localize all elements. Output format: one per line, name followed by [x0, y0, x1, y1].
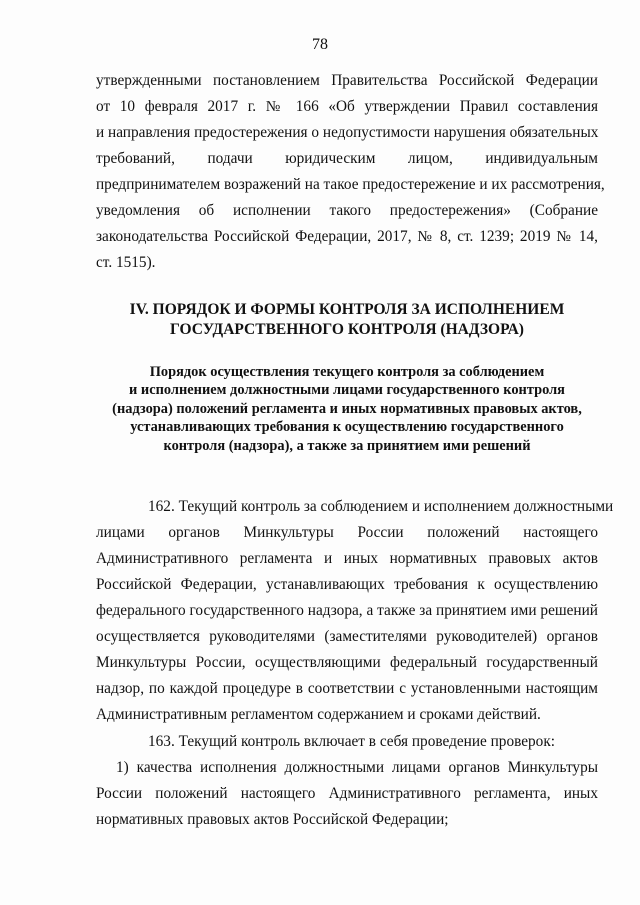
- paragraph-line: ст. 1515).: [96, 254, 156, 271]
- subsection-heading-line: (надзора) положений регламента и иных нормативных правовых актов,: [112, 400, 582, 417]
- paragraph-line: утвержденными постановлением Правительства Российской Федерации: [96, 72, 598, 89]
- paragraph-line: 163. Текущий контроль включает в себя проведение проверок:: [148, 733, 556, 750]
- paragraph-line: нормативных правовых актов Российской Федерации;: [96, 811, 449, 828]
- paragraph-163: [96, 729, 598, 755]
- paragraph-line: от 10 февраля 2017 г. № 166 «Об утверждении Правил составления: [96, 98, 598, 115]
- paragraph-line: Минкультуры России, осуществляющими федеральный государственный: [96, 654, 598, 671]
- paragraph-line: предпринимателем возражений на такое предостережение и их рассмотрения,: [96, 176, 605, 193]
- paragraph-line: лицами органов Минкультуры России положений настоящего: [96, 524, 598, 541]
- section-heading: [96, 300, 598, 340]
- paragraph-line: законодательства Российской Федерации, 2017, № 8, ст. 1239; 2019 № 14,: [96, 228, 598, 245]
- paragraph-line: и направления предостережения о недопустимости нарушения обязательных: [96, 124, 599, 141]
- paragraph-line: надзор, по каждой процедуре в соответствии с установленными настоящим: [96, 680, 598, 697]
- intro-paragraph: [96, 68, 605, 276]
- paragraph-line: Административного регламента и иных нормативных правовых актов: [96, 550, 598, 567]
- paragraph-162: [96, 494, 614, 728]
- subsection-heading-line: устанавливающих требования к осуществлению государственного: [130, 419, 564, 436]
- subsection-heading-line: и исполнением должностными лицами государственного контроля: [129, 382, 565, 399]
- section-heading-line: ГОСУДАРСТВЕННОГО КОНТРОЛЯ (НАДЗОРА): [170, 321, 524, 338]
- list-item-1: [96, 755, 598, 833]
- page-number: 78: [312, 36, 328, 53]
- paragraph-line: требований, подачи юридическим лицом, индивидуальным: [96, 150, 598, 167]
- section-heading-line: IV. ПОРЯДОК И ФОРМЫ КОНТРОЛЯ ЗА ИСПОЛНЕНИЕМ: [129, 301, 565, 318]
- paragraph-line: федерального государственного надзора, а также за принятием ими решений: [96, 602, 598, 619]
- paragraph-line: Российской Федерации, устанавливающих требования к осуществлению: [96, 576, 598, 593]
- paragraph-line: осуществляется руководителями (заместителями руководителей) органов: [96, 628, 598, 645]
- subsection-heading-line: Порядок осуществления текущего контроля за соблюдением: [149, 364, 545, 380]
- paragraph-line: 1) качества исполнения должностными лицами органов Минкультуры: [116, 759, 598, 776]
- paragraph-line: уведомления об исполнении такого предостережения» (Собрание: [96, 202, 598, 219]
- paragraph-line: России положений настоящего Административного регламента, иных: [96, 785, 598, 802]
- subsection-heading-line: контроля (надзора), а также за принятием ими решений: [163, 437, 531, 454]
- paragraph-line: 162. Текущий контроль за соблюдением и исполнением должностными: [148, 498, 614, 515]
- subsection-heading: [96, 363, 598, 455]
- paragraph-line: Административным регламентом содержанием и сроками действий.: [96, 706, 541, 723]
